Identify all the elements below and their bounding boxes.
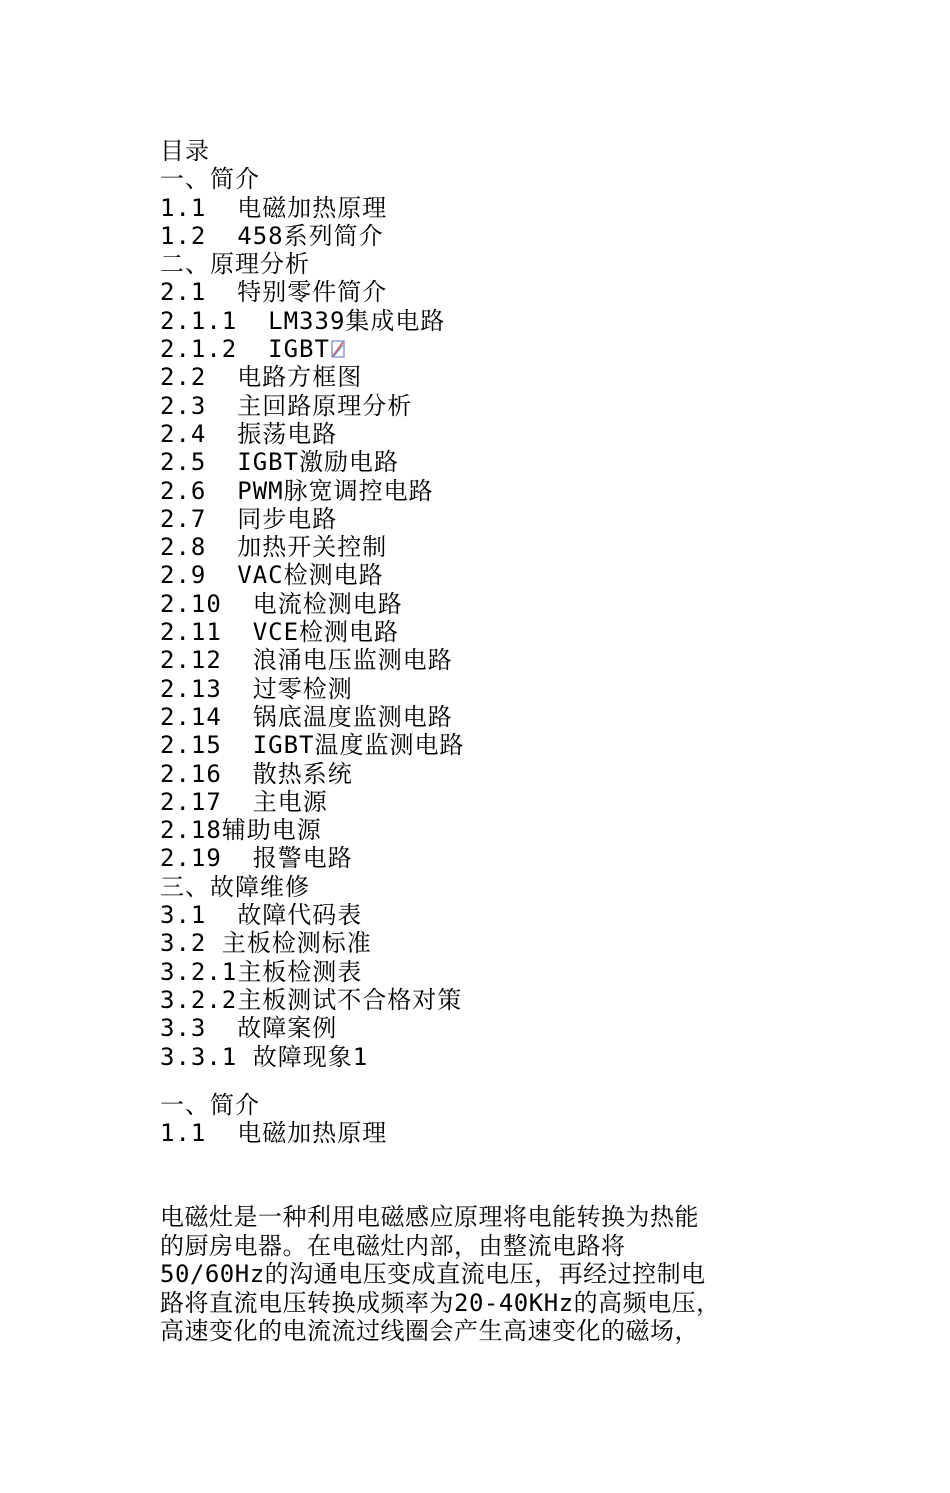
toc-entry: 2.12 浪涌电压监测电路 [160, 646, 453, 675]
toc-entry: 2.8 加热开关控制 [160, 533, 388, 562]
toc-entry: 3.2 主板检测标准 [160, 929, 372, 958]
toc-entry: 3.1 故障代码表 [160, 901, 363, 930]
toc-entry: 2.14 锅底温度监测电路 [160, 702, 453, 731]
toc-entry: 2.11 VCE检测电路 [160, 618, 400, 647]
paragraph-line: 电磁灶是一种利用电磁感应原理将电能转换为热能 [160, 1203, 699, 1232]
toc-entry: 二、原理分析 [160, 250, 310, 279]
toc-entry: 2.16 散热系统 [160, 759, 353, 788]
spacer [160, 1071, 800, 1091]
toc-entry: 2.7 同步电路 [160, 504, 338, 533]
document-page [160, 137, 800, 1346]
toc-entry: 2.10 电流检测电路 [160, 589, 403, 618]
toc-entry: 2.5 IGBT激励电路 [160, 448, 400, 477]
toc-entry: 2.3 主回路原理分析 [160, 391, 413, 420]
spacer [160, 1147, 800, 1203]
toc-list [160, 165, 800, 1071]
toc-entry: 3.2.1主板检测表 [160, 957, 363, 986]
toc-title: 目录 [160, 137, 210, 165]
toc-entry: 2.15 IGBT温度监测电路 [160, 731, 465, 760]
toc-entry: 2.18辅助电源 [160, 816, 322, 845]
toc-entry: 三、故障维修 [160, 872, 310, 901]
paragraph-line: 50/60Hz的沟通电压变成直流电压，再经过控制电 [160, 1260, 706, 1289]
toc-entry-text: 2.1.2 IGBT [160, 335, 330, 364]
toc-entry: 一、简介 [160, 165, 260, 194]
toc-entry: 2.1 特别零件简介 [160, 278, 388, 307]
toc-entry: 2.13 过零检测 [160, 674, 353, 703]
toc-entry [160, 335, 800, 363]
section-heading: 一、简介 [160, 1090, 260, 1119]
toc-entry: 2.6 PWM脉宽调控电路 [160, 476, 434, 505]
paragraph-line: 的厨房电器。在电磁灶内部，由整流电路将 [160, 1231, 626, 1260]
body-paragraph [160, 1203, 800, 1346]
toc-entry: 2.17 主电源 [160, 787, 328, 816]
toc-entry: 2.9 VAC检测电路 [160, 561, 384, 590]
toc-entry: 2.4 振荡电路 [160, 419, 338, 448]
toc-entry: 3.3 故障案例 [160, 1014, 338, 1043]
toc-entry: 1.1 电磁加热原理 [160, 193, 388, 222]
igbt-symbol-icon [331, 339, 345, 359]
toc-entry: 2.19 报警电路 [160, 844, 353, 873]
toc-entry: 1.2 458系列简介 [160, 221, 384, 250]
toc-entry: 2.2 电路方框图 [160, 363, 363, 392]
paragraph-line: 高速变化的电流流过线圈会产生高速变化的磁场， [160, 1317, 699, 1346]
paragraph-line: 路将直流电压转换成频率为20-40KHz的高频电压， [160, 1288, 721, 1317]
section-subheading: 1.1 电磁加热原理 [160, 1119, 388, 1148]
toc-entry: 3.2.2主板测试不合格对策 [160, 985, 463, 1014]
toc-entry: 3.3.1 故障现象1 [160, 1042, 369, 1071]
toc-entry: 2.1.1 LM339集成电路 [160, 306, 446, 335]
